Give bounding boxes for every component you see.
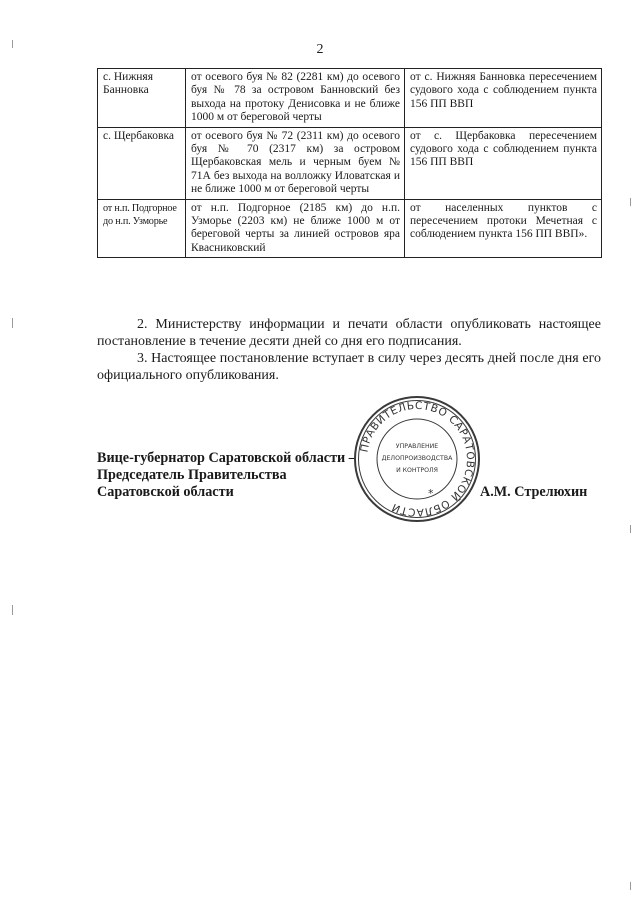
official-seal [352, 394, 482, 524]
place-cell: с. Нижняя Банновка [98, 69, 186, 128]
scan-artifact [12, 318, 13, 328]
section-cell: от осевого буя № 82 (2281 км) до осевого буя № 78 за островом Банновский без выхода на протоку Денисовка и не ближе 1000 м от береговой черты [186, 69, 405, 128]
position-line: Председатель Правительства [97, 467, 287, 483]
page-number: 2 [316, 42, 324, 57]
note-cell: от с. Нижняя Банновка пересечением судового хода с соблюдением пункта 156 ПП ВВП [405, 69, 602, 128]
note-cell: от населенных пунктов с пересечением протоки Мечетная с соблюдением пункта 156 ПП ВВП». [405, 199, 602, 258]
table-row [98, 199, 602, 258]
section-cell: от н.п. Подгорное (2185 км) до н.п. Узморье (2203 км) не ближе 1000 м от береговой черты за линией островов яра Квасниковский [186, 199, 405, 258]
section-cell: от осевого буя № 72 (2311 км) до осевого буя № 70 (2317 км) за островом Щербаковская мель и черным буем № 71А без выхода на волложку Иловатская и не ближе 1000 м от береговой черты [186, 127, 405, 199]
note-cell: от с. Щербаковка пересечением судового хода с соблюдением пункта 156 ПП ВВП [405, 127, 602, 199]
place-cell: с. Щербаковка [98, 127, 186, 199]
seal-center-line: И КОНТРОЛЯ [396, 467, 438, 474]
regulations-table [97, 68, 602, 258]
scan-artifact [630, 882, 631, 890]
seal-center-line: ДЕЛОПРОИЗВОДСТВА [381, 455, 453, 462]
scan-artifact [630, 198, 631, 206]
table-row [98, 127, 602, 199]
seal-ring-text: ПРАВИТЕЛЬСТВО САРАТОВСКОЙ ОБЛАСТИ [358, 399, 477, 519]
scan-artifact [12, 40, 13, 48]
place-cell: от н.п. Подгорное до н.п. Узморье [98, 199, 186, 258]
body-paragraphs [97, 316, 601, 384]
position-line: Саратовской области [97, 484, 234, 500]
seal-star-icon: * [428, 487, 434, 500]
table-row [98, 69, 602, 128]
paragraph-effective-date: 3. Настоящее постановление вступает в силу через десять дней после дня его официального опубликования. [97, 351, 601, 383]
scan-artifact [12, 605, 13, 615]
paragraph-publication: 2. Министерству информации и печати области опубликовать настоящее постановление в течение десяти дней со дня его подписания. [97, 317, 601, 349]
signatory-position [97, 450, 356, 501]
signatory-name: А.М. Стрелюхин [480, 484, 588, 500]
scan-artifact [630, 525, 631, 533]
seal-center-line: УПРАВЛЕНИЕ [395, 443, 439, 450]
position-line: Вице-губернатор Саратовской области – [97, 450, 356, 466]
